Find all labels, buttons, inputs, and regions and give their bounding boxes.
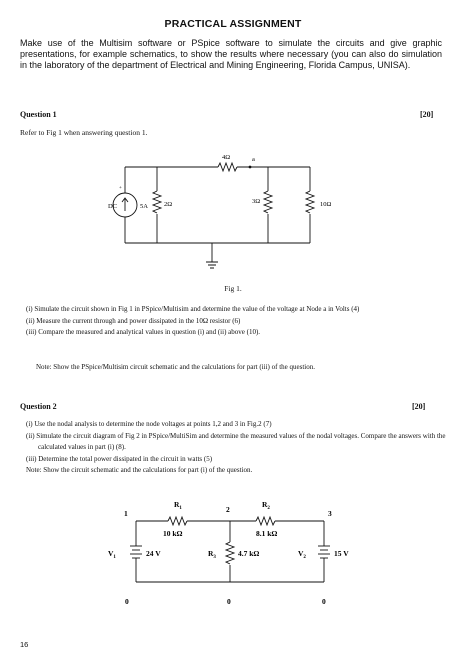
ground-left-label: 0	[125, 597, 129, 606]
r2-value: 8.1 kΩ	[256, 529, 278, 538]
resistor-4ohm-label: 4Ω	[222, 154, 231, 161]
node-3-label: 3	[328, 509, 332, 518]
resistor-2ohm-label: 2Ω	[164, 201, 173, 208]
question-1-item: (ii) Measure the current through and power dissipated in the 10Ω resistor (6)	[26, 316, 241, 325]
source-value-label: 5A	[140, 203, 148, 210]
question-2-item: (ii) Simulate the circuit diagram of Fig 2 in PSpice/MultiSim and determine the measured values of the nodal voltages. Compare the answers with the calculated values in part (i) (8).	[26, 431, 446, 451]
node-1-label: 1	[124, 509, 128, 518]
node-a-label: a	[252, 156, 255, 163]
resistor-3ohm-label: 3Ω	[252, 198, 261, 205]
question-2-item: (iii) Determine the total power dissipated in the circuit in watts (5)	[26, 454, 213, 463]
r3-name: $R_3$	[208, 549, 216, 560]
intro-paragraph: Make use of the Multisim software or PSpice software to simulate the circuits and give graphic presentations, for example schematics, to show the results where necessary (you can also do simulation in the laboratory of the department of Electrical and Mining Engineering, Florida Campus, UNISA).	[20, 38, 442, 70]
question-1-marks: [20]	[420, 110, 434, 119]
question-2-heading: Question 2	[20, 402, 57, 411]
question-2-marks: [20]	[412, 402, 426, 411]
page-title: PRACTICAL ASSIGNMENT	[164, 18, 302, 30]
figure-1-caption: Fig 1.	[224, 284, 242, 293]
r3-value: 4.7 kΩ	[238, 549, 260, 558]
source-plus-sign: +	[119, 186, 122, 191]
question-1-note: Note: Show the PSpice/Multisim circuit schematic and the calculations for part (iii) of the question.	[36, 363, 315, 371]
question-1-heading: Question 1	[20, 110, 57, 119]
node-2-label: 2	[226, 505, 230, 514]
question-1-item: (iii) Compare the measured and analytical values in question (i) and (ii) above (10).	[26, 328, 261, 336]
r2-name: $R_2$	[262, 500, 270, 511]
source-type-label: DC	[108, 203, 118, 210]
v2-value: 15 V	[334, 549, 349, 558]
r1-name: $R_1$	[174, 500, 182, 511]
r1-value: 10 kΩ	[163, 529, 183, 538]
question-2-note: Note: Show the circuit schematic and the calculations for part (i) of the question.	[26, 466, 253, 474]
question-1-reference: Refer to Fig 1 when answering question 1.	[20, 128, 148, 137]
page-number: 16	[20, 640, 29, 649]
v1-value: 24 V	[146, 549, 161, 558]
question-1-item: (i) Simulate the circuit shown in Fig 1 in PSpice/Multisim and determine the value of the voltage at Node a in Volts (4)	[26, 305, 360, 313]
ground-right-label: 0	[322, 597, 326, 606]
resistor-10ohm-label: 10Ω	[320, 201, 332, 208]
v1-name: $V_1$	[108, 549, 116, 560]
ground-mid-label: 0	[227, 597, 231, 606]
v2-name: $V_2$	[298, 549, 306, 560]
question-2-item: (i) Use the nodal analysis to determine the node voltages at points 1,2 and 3 in Fig.2 (7)	[26, 420, 272, 428]
